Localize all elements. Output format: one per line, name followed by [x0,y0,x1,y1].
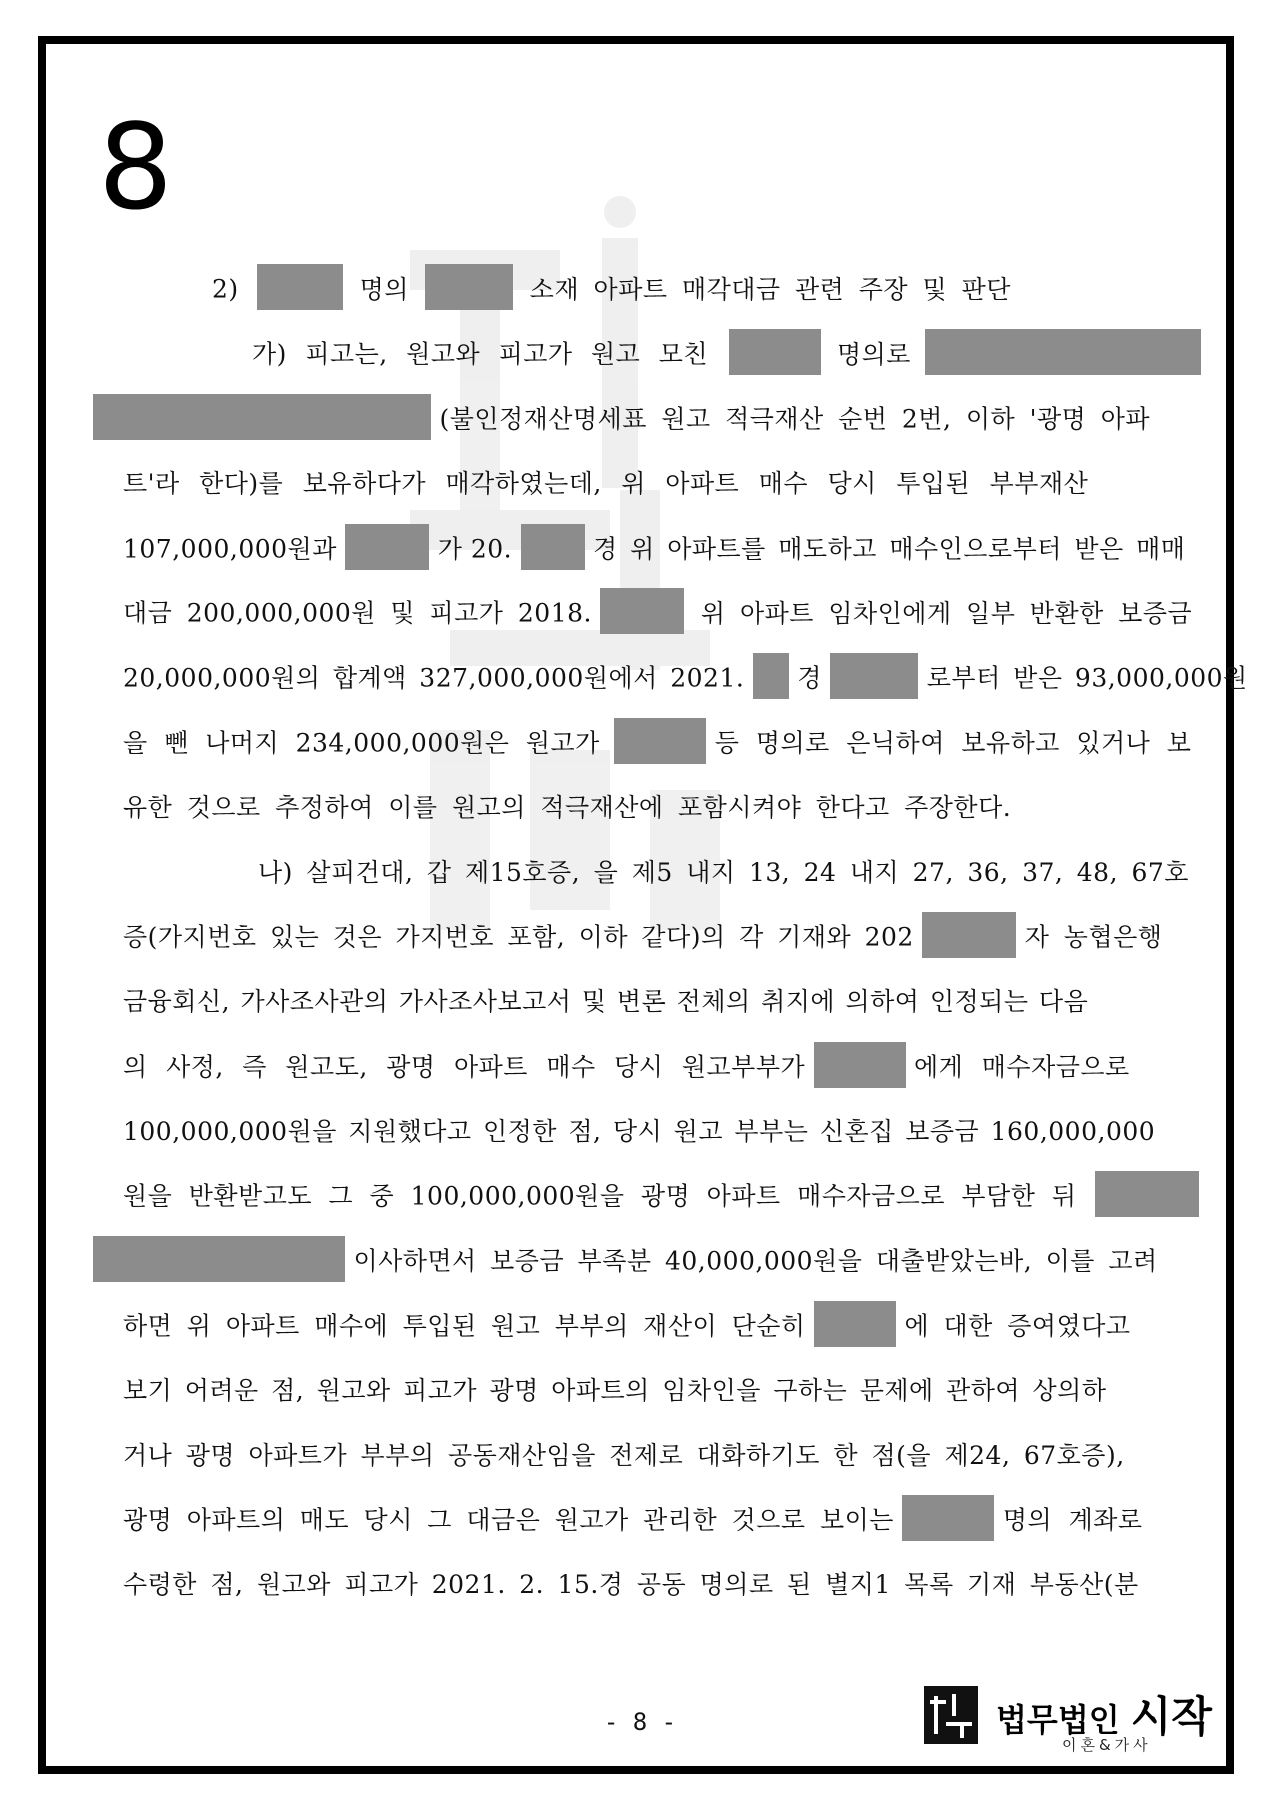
redaction-box [1095,1171,1199,1217]
text-segment: 의 사정, 즉 원고도, 광명 아파트 매수 당시 원고부부가 [123,1052,806,1082]
text-segment: 트'라 한다)를 보유하다가 매각하였는데, 위 아파트 매수 당시 투입된 부부재산 [123,469,1089,498]
redaction-box [814,1042,906,1088]
text-line [123,1050,1163,1088]
firm-name-prefix: 법무법인 [996,1701,1120,1739]
text-segment: 경 위 아파트를 매도하고 매수인으로부터 받은 매매 [593,534,1186,564]
text-segment: 100,000,000원을 지원했다고 인정한 점, 당시 원고 부부는 신혼집 보증금 160,000,000 [123,1117,1156,1146]
redaction-box [753,653,789,699]
text-segment: 을 뺀 나머지 234,000,000원은 원고가 [123,728,600,758]
text-line [123,661,1248,699]
text-segment: 보기 어려운 점, 원고와 피고가 광명 아파트의 임차인을 구하는 문제에 관하여 상의하 [123,1376,1107,1405]
text-line [123,1374,1163,1408]
text-line [252,337,1182,375]
text-segment: 2) [212,274,239,304]
redaction-box [521,524,585,570]
redaction-box [345,524,429,570]
text-segment: 가) 피고는, 원고와 피고가 원고 모친 [252,339,709,369]
text-line [123,1439,1163,1473]
redaction-box [614,718,706,764]
text-segment: 증(가지번호 있는 것은 가지번호 포함, 이하 같다)의 각 기재와 202 [123,922,914,952]
text-segment: 원을 반환받고도 그 중 100,000,000원을 광명 아파트 매수자금으로 부담한 뒤 [123,1181,1077,1211]
text-line [123,920,1163,958]
text-segment: 광명 아파트의 매도 당시 그 대금은 원고가 관리한 것으로 보이는 [123,1505,894,1535]
text-segment: 명의 [359,274,409,304]
redaction-box [814,1301,896,1347]
text-segment: 대금 200,000,000원 및 피고가 2018. [123,598,592,628]
redaction-box [257,264,343,310]
text-line [93,1244,1173,1282]
text-line [123,791,1163,825]
redaction-box [93,394,431,440]
text-line [212,272,1062,310]
text-line [123,1503,1163,1541]
text-segment: 수령한 점, 원고와 피고가 2021. 2. 15.경 공동 명의로 된 별지1 목록 기재 부동산(분 [123,1570,1139,1599]
text-segment: 명의로 [836,339,911,369]
redaction-box [830,653,918,699]
firm-logo [924,1682,1214,1754]
text-segment: 로부터 받은 93,000,000원 [926,663,1248,693]
text-segment: 107,000,000원과 [123,534,337,564]
text-segment: 20,000,000원의 합계액 327,000,000원에서 2021. [123,663,745,693]
text-line [123,467,1163,501]
text-segment: 거나 광명 아파트가 부부의 공동재산임을 전제로 대화하기도 한 점(을 제24, 67호증), [123,1441,1125,1470]
text-line [123,1179,1193,1217]
redaction-box [925,329,1201,375]
redaction-box [425,264,513,310]
redaction-box [600,588,684,634]
text-line [123,726,1192,764]
text-segment: (불인정재산명세표 원고 적극재산 순번 2번, 이하 '광명 아파 [439,404,1151,434]
text-line [258,856,1189,890]
page-section-number: 8 [98,98,174,236]
page-number: - 8 - [603,1708,677,1736]
text-segment: 가 20. [437,534,513,564]
text-segment: 하면 위 아파트 매수에 투입된 원고 부부의 재산이 단순히 [123,1311,806,1341]
text-line [123,1115,1163,1149]
text-line [123,532,1186,570]
text-segment: 소재 아파트 매각대금 관련 주장 및 판단 [529,274,1011,304]
firm-logo-mark [924,1686,978,1744]
text-segment: 이사하면서 보증금 부족분 40,000,000원을 대출받았는바, 이를 고려 [353,1246,1158,1276]
firm-name-main: 시작 [1130,1692,1212,1741]
text-segment: 에게 매수자금으로 [914,1052,1130,1082]
text-line [93,402,1173,440]
redaction-box [729,329,821,375]
firm-subtitle: 이혼&가사 [1062,1736,1152,1754]
redaction-box [93,1236,345,1282]
text-segment: 에 대한 증여였다고 [904,1311,1131,1341]
text-segment: 자 농협은행 [1024,922,1163,952]
text-line [123,596,1193,634]
text-segment: 명의 계좌로 [1002,1505,1143,1535]
text-segment: 금융회신, 가사조사관의 가사조사보고서 및 변론 전체의 취지에 의하여 인정되는 다음 [123,987,1089,1016]
text-segment: 등 명의로 은닉하여 보유하고 있거나 보 [714,728,1192,758]
text-segment: 나) 살피건대, 갑 제15호증, 을 제5 내지 13, 24 내지 27, 36, 37, 48, 67호 [258,858,1189,887]
text-line [123,1568,1163,1602]
text-line [123,1309,1163,1347]
text-segment: 위 아파트 임차인에게 일부 반환한 보증금 [700,598,1193,628]
redaction-box [902,1495,994,1541]
redaction-box [922,912,1016,958]
text-line [123,985,1163,1019]
text-segment: 경 [797,663,822,693]
text-segment: 유한 것으로 추정하여 이를 원고의 적극재산에 포함시켜야 한다고 주장한다. [123,793,1012,822]
